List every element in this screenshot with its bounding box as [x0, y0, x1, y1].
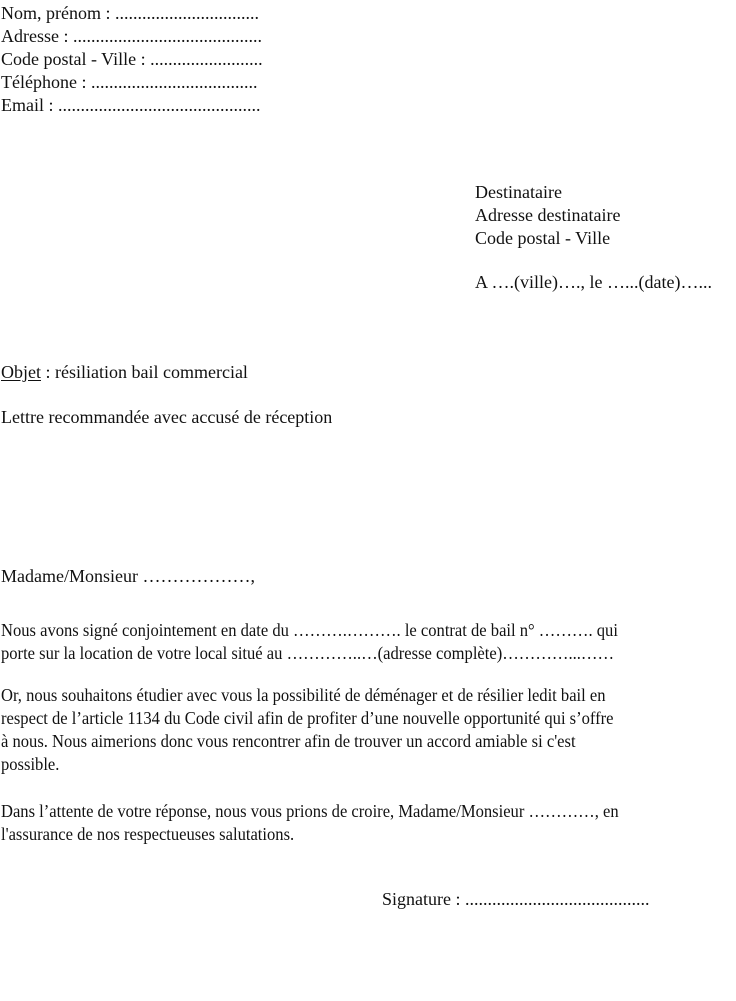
- sender-block: [1, 2, 263, 117]
- paragraph-line: respect de l’article 1134 du Code civil afin de profiter d’une nouvelle opportunité qui s’offre: [1, 708, 614, 728]
- subject-text: : résiliation bail commercial: [41, 362, 248, 382]
- paragraph-line: l'assurance de nos respectueuses salutations.: [1, 824, 295, 844]
- delivery-mode-line: Lettre recommandée avec accusé de réception: [1, 407, 333, 427]
- paragraph-line: Dans l’attente de votre réponse, nous vous prions de croire, Madame/Monsieur …………, en: [1, 801, 619, 821]
- body-paragraph-3: [1, 800, 619, 846]
- recipient-postal-city-line: Code postal - Ville: [475, 228, 611, 248]
- recipient-block: [475, 181, 620, 250]
- subject-label: Objet: [1, 362, 41, 382]
- subject-line: [1, 361, 248, 384]
- paragraph-line: porte sur la location de votre local situé au …………..…(adresse complète)…………...……: [1, 643, 615, 663]
- paragraph-line: possible.: [1, 754, 60, 774]
- signature-line: Signature : .........................................: [382, 889, 650, 909]
- sender-email-line: Email : .............................................: [1, 95, 261, 115]
- sender-phone-line: Téléphone : .....................................: [1, 72, 258, 92]
- recipient-address-line: Adresse destinataire: [475, 205, 621, 225]
- paragraph-line: Or, nous souhaitons étudier avec vous la possibilité de déménager et de résilier ledit bail en: [1, 685, 606, 705]
- sender-postal-city-line: Code postal - Ville : .........................: [1, 49, 263, 69]
- sender-name-line: Nom, prénom : ................................: [1, 3, 259, 23]
- body-paragraph-2: [1, 684, 614, 776]
- place-date-line: A ….(ville)…., le …...(date)…...: [475, 272, 712, 292]
- paragraph-line: Nous avons signé conjointement en date du ……….………. le contrat de bail n° ………. qui: [1, 620, 618, 640]
- body-paragraph-1: [1, 619, 618, 665]
- sender-address-line: Adresse : ..........................................: [1, 26, 262, 46]
- salutation-line: Madame/Monsieur ………………,: [1, 566, 255, 586]
- recipient-name-line: Destinataire: [475, 182, 562, 202]
- paragraph-line: à nous. Nous aimerions donc vous rencontrer afin de trouver un accord amiable si c'est: [1, 731, 576, 751]
